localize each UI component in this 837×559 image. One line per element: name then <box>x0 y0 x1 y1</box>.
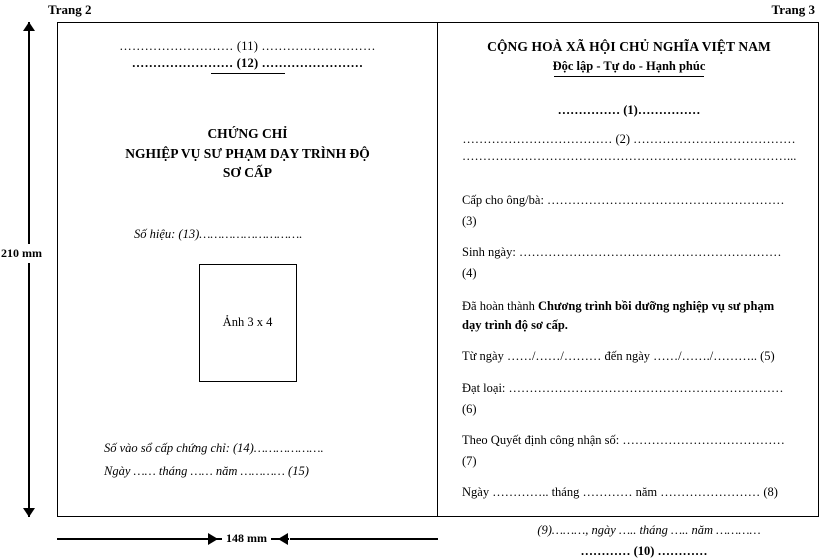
left-top-line-11: ……………………… (11) ……………………… <box>119 39 376 53</box>
page-label-right: Trang 3 <box>771 2 815 17</box>
motto-divider-rule <box>554 76 704 77</box>
page-number-labels <box>0 2 837 22</box>
registry-number-line: Số vào sổ cấp chứng chỉ: (14)………………. <box>104 441 324 455</box>
height-dimension-line <box>28 22 30 517</box>
field-recipient-name: Cấp cho ông/bà: ………………………………………………… (3) <box>462 193 785 228</box>
width-dimension-line-right <box>290 538 438 540</box>
issuer-line-3: ……………………………………………………………………... <box>462 149 797 163</box>
certificate-title-line-3: SƠ CẤP <box>222 165 273 181</box>
certificate-title-line-1: CHỨNG CHỈ <box>207 126 288 141</box>
issuer-line-1: …………… (1)…………… <box>557 103 701 117</box>
height-arrow-down-icon <box>23 508 35 517</box>
field-decision-number: Theo Quyết định công nhận số: ………………………………… (7) <box>462 433 785 468</box>
field-birth-date: Sinh ngày: ……………………………………………………… (4) <box>462 245 782 280</box>
completion-prefix: Đã hoàn thành <box>462 298 539 313</box>
completion-program-name: Chương trình bồi dưỡng nghiệp vụ sư phạm dạy trình độ sơ cấp. <box>462 298 775 332</box>
certificate-fields <box>462 190 796 503</box>
left-bottom-block <box>86 437 324 482</box>
field-decision-date: Ngày ………….. tháng ………… năm …………………… (8) <box>462 485 778 500</box>
photo-placeholder-label: Ảnh 3 x 4 <box>222 315 273 330</box>
certificate-page-2 <box>58 23 438 516</box>
field-grade: Đạt loại: ………………………………………………………… (6) <box>462 380 784 416</box>
certificate-page-3 <box>438 23 818 558</box>
page-label-left: Trang 2 <box>48 2 92 17</box>
photo-placeholder-box <box>199 264 297 382</box>
certificate-title-line-2: NGHIỆP VỤ SƯ PHẠM DẠY TRÌNH ĐỘ <box>125 145 370 161</box>
national-motto: Độc lập - Tự do - Hạnh phúc <box>552 59 706 73</box>
height-dimension-label: 210 mm <box>0 244 43 263</box>
national-title: CỘNG HOÀ XÃ HỘI CHỦ NGHĨA VIỆT NAM <box>487 39 771 54</box>
issuer-line-2: ……………………………… (2) ………………………………… <box>462 132 796 146</box>
width-arrow-left-icon <box>278 533 288 545</box>
field-completion-statement <box>462 297 796 336</box>
signature-place-date: (9)………, ngày ….. tháng ….. năm ………… <box>537 523 761 537</box>
certificate-serial-number: Số hiệu: (13)………………………. <box>134 226 303 241</box>
field-study-period: Từ ngày ……/……/……… đến ngày ……/……./……….. (5) <box>462 349 775 364</box>
left-top-line-12: …………………… (12) …………………… <box>131 56 364 70</box>
height-arrow-up-icon <box>23 22 35 31</box>
certificate-title <box>86 124 409 183</box>
issue-date-line: Ngày …… tháng …… năm ………… (15) <box>104 463 309 478</box>
width-dimension-label: 148 mm <box>222 531 271 546</box>
signature-name: ………… (10) ………… <box>580 544 708 558</box>
left-divider-rule <box>211 73 285 74</box>
width-arrow-right-icon <box>208 533 218 545</box>
